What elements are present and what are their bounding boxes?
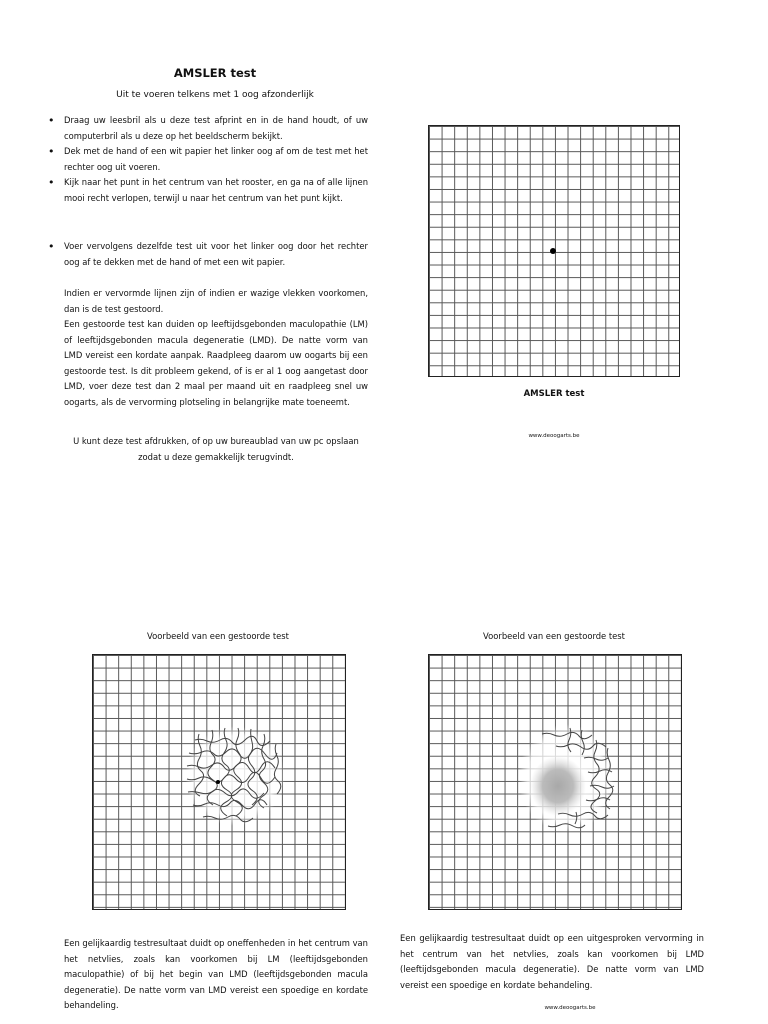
distortion-patch-2 <box>518 724 614 832</box>
example2-description: Een gelijkaardig testresultaat duidt op een uitgesproken vervorming in het centrum van het netvlies, zoals kan voorkomen bij LMD (leeftijdsgebonden macula degeneratie). De natte vorm van LMD vereist een spoedige en kordate behandeling. <box>400 933 704 990</box>
distortion-patch-1 <box>185 726 285 826</box>
distortion-paragraph: Indien er vervormde lijnen zijn of indien er wazige vlekken voorkomen, dan is de test gestoord. <box>64 288 368 314</box>
example1-caption: Voorbeeld van een gestoorde test <box>147 631 289 641</box>
print-note: U kunt deze test afdrukken, of op uw bureaublad van uw pc opslaan zodat u deze gemakkelijk terugvindt. <box>73 436 359 462</box>
instruction-item: • Voer vervolgens dezelfde test uit voor het linker oog door het rechter oog af te dekken met de hand of met een wit papier. <box>46 239 368 270</box>
instruction-list-extra <box>46 239 368 270</box>
website-url: www.deoogarts.be <box>528 433 580 439</box>
instruction-item: • Kijk naar het punt in het centrum van het rooster, en ga na of alle lijnen mooi recht verlopen, terwijl u naar het centrum van het punt kijkt. <box>46 175 368 206</box>
example2-caption: Voorbeeld van een gestoorde test <box>483 631 625 641</box>
example1-description: Een gelijkaardig testresultaat duidt op oneffenheden in het centrum van het netvlies, zoals kan voorkomen bij LM (leeftijdsgebonden maculopathie) of bij het begin van LMD (leeftijdsgebonden macula degeneratie). De natte vorm van LMD vereist een spoedige en kordate behandeling. <box>64 938 368 1011</box>
instruction-item: • Dek met de hand of een wit papier het linker oog af om de test met het rechter oog uit voeren. <box>46 144 368 175</box>
page-title: AMSLER test <box>173 66 257 80</box>
website-url: www.deoogarts.be <box>544 1005 596 1011</box>
amsler-grid-caption: AMSLER test <box>523 389 585 399</box>
center-dot <box>550 248 556 254</box>
instruction-item: • Draag uw leesbril als u deze test afprint en in de hand houdt, of uw computerbril als u deze op het beeldscherm bekijkt. <box>46 113 368 144</box>
consult-paragraph: Een gestoorde test kan duiden op leeftijdsgebonden maculopathie (LM) of leeftijdsgebonden macula degeneratie (LMD). De natte vorm van LMD vereist een kordate aanpak. Raadpleeg daarom uw oogarts bij een gestoorde test. Is dit probleem gekend, of is er al 1 oog aangetast door LMD, voer deze test dan 2 maal per maand uit en raadpleeg snel uw oogarts, als de vervorming plotseling in belangrijke mate toeneemt. <box>64 319 368 407</box>
page-subtitle: Uit te voeren telkens met 1 oog afzonderlijk <box>116 90 314 100</box>
instruction-list <box>46 113 368 207</box>
